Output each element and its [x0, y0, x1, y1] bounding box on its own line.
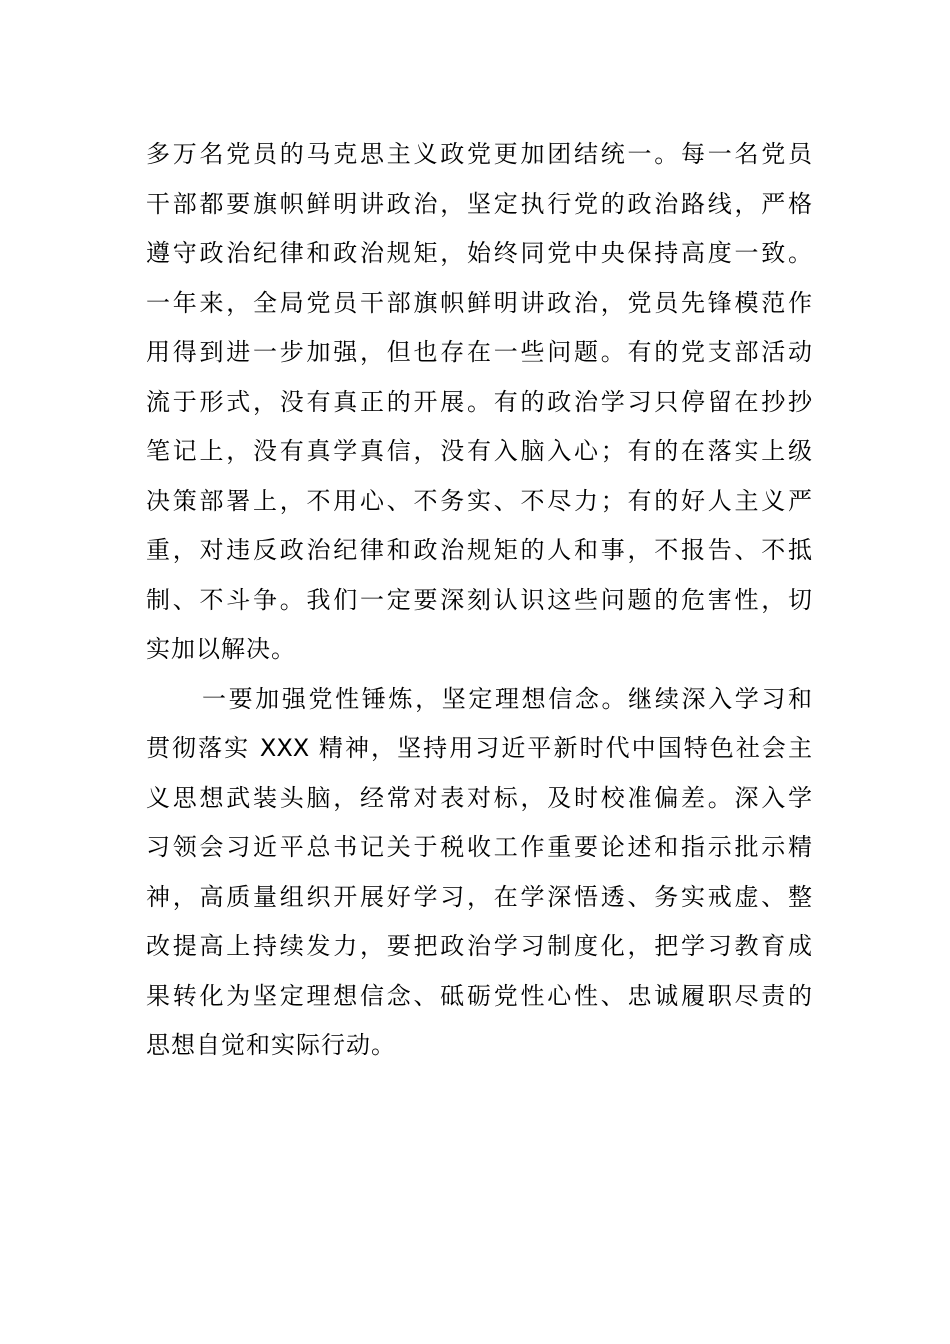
text-line: 习领会习近平总书记关于税收工作重要论述和指示批示精 — [146, 833, 812, 861]
text-line: 一要加强党性锤炼，坚定理想信念。继续深入学习和 — [202, 684, 812, 713]
text-line: 流于形式，没有真正的开展。有的政治学习只停留在抄抄 — [146, 387, 812, 416]
paragraph-1 — [146, 130, 812, 675]
text-line: 重，对违反政治纪律和政治规矩的人和事，不报告、不抵 — [146, 536, 812, 564]
text-line: 贯彻落实 XXX 精神，坚持用习近平新时代中国特色社会主 — [146, 734, 812, 762]
text-line: 思想自觉和实际行动。 — [146, 1031, 396, 1059]
document-body — [146, 130, 812, 1071]
text-line: 制、不斗争。我们一定要深刻认识这些问题的危害性，切 — [146, 585, 812, 614]
text-line: 义思想武装头脑，经常对表对标，及时校准偏差。深入学 — [146, 783, 812, 812]
text-line: 果转化为坚定理想信念、砥砺党性心性、忠诚履职尽责的 — [146, 981, 812, 1010]
text-line: 笔记上，没有真学真信，没有入脑入心；有的在落实上级 — [146, 437, 812, 465]
text-line: 改提高上持续发力，要把政治学习制度化，把学习教育成 — [146, 932, 812, 960]
text-line: 实加以解决。 — [146, 635, 296, 663]
text-line: 神，高质量组织开展好学习，在学深悟透、务实戒虚、整 — [146, 882, 812, 911]
text-line: 多万名党员的马克思主义政党更加团结统一。每一名党员 — [146, 140, 812, 168]
text-line: 一年来，全局党员干部旗帜鲜明讲政治，党员先锋模范作 — [146, 288, 812, 317]
text-line: 遵守政治纪律和政治规矩，始终同党中央保持高度一致。 — [146, 239, 812, 267]
text-line: 干部都要旗帜鲜明讲政治，坚定执行党的政治路线，严格 — [146, 189, 812, 218]
paragraph-2 — [146, 675, 812, 1071]
text-line: 用得到进一步加强，但也存在一些问题。有的党支部活动 — [146, 338, 812, 366]
text-line: 决策部署上，不用心、不务实、不尽力；有的好人主义严 — [146, 486, 812, 515]
